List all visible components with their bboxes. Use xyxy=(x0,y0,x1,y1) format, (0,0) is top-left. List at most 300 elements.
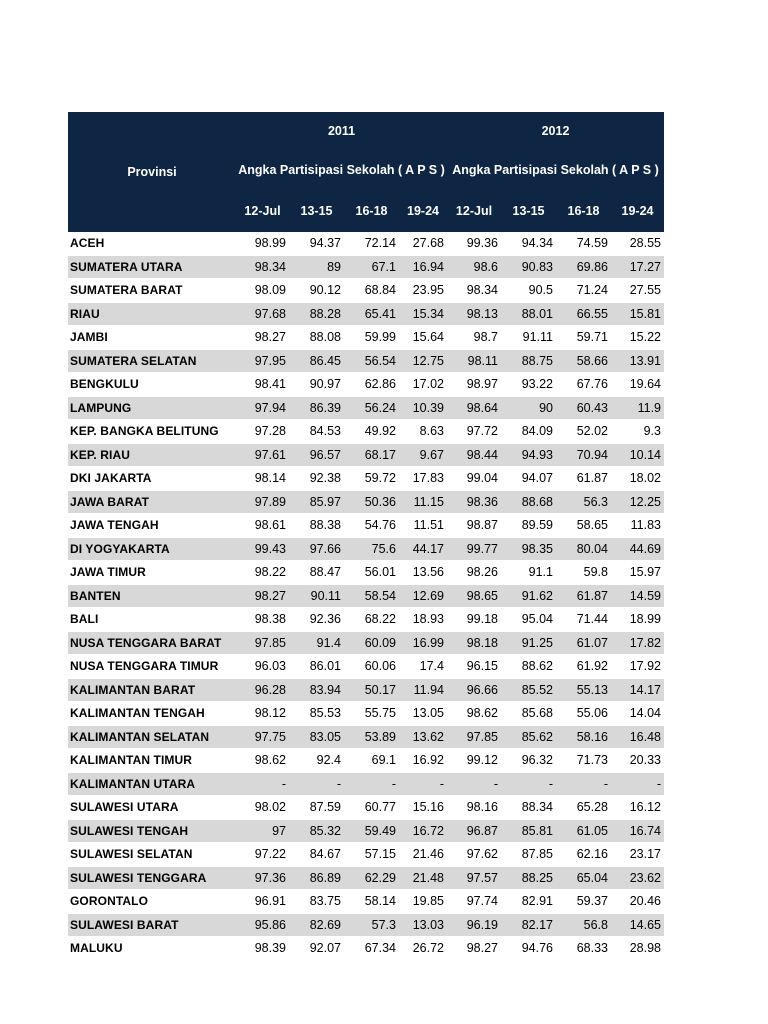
value-cell: 91.25 xyxy=(501,631,556,655)
value-cell: 98.12 xyxy=(236,702,289,726)
province-cell: MALUKU xyxy=(68,937,236,961)
value-cell: 97.75 xyxy=(236,725,289,749)
value-cell: 88.34 xyxy=(501,796,556,820)
value-cell: 82.91 xyxy=(501,890,556,914)
value-cell: 18.93 xyxy=(399,608,447,632)
table-row xyxy=(68,490,664,514)
value-cell: 15.34 xyxy=(399,302,447,326)
value-cell: 98.13 xyxy=(447,302,501,326)
value-cell: 58.14 xyxy=(344,890,399,914)
age-header: 19-24 xyxy=(611,190,664,232)
value-cell: 28.98 xyxy=(611,937,664,961)
table-header xyxy=(68,112,664,232)
value-cell: 98.61 xyxy=(236,514,289,538)
table-row xyxy=(68,655,664,679)
value-cell: 15.64 xyxy=(399,326,447,350)
value-cell: 90.97 xyxy=(289,373,344,397)
value-cell: 98.65 xyxy=(447,584,501,608)
table-row xyxy=(68,796,664,820)
value-cell: 59.72 xyxy=(344,467,399,491)
value-cell: 85.32 xyxy=(289,819,344,843)
value-cell: 58.16 xyxy=(556,725,611,749)
value-cell: 60.77 xyxy=(344,796,399,820)
value-cell: 16.12 xyxy=(611,796,664,820)
value-cell: 98.22 xyxy=(236,561,289,585)
value-cell: - xyxy=(236,772,289,796)
table-row xyxy=(68,584,664,608)
value-cell: 89.59 xyxy=(501,514,556,538)
table-row xyxy=(68,678,664,702)
age-header: 19-24 xyxy=(399,190,447,232)
provinsi-header: Provinsi xyxy=(68,112,236,232)
table-row xyxy=(68,467,664,491)
province-cell: SULAWESI BARAT xyxy=(68,913,236,937)
province-cell: LAMPUNG xyxy=(68,396,236,420)
value-cell: - xyxy=(289,772,344,796)
value-cell: 71.24 xyxy=(556,279,611,303)
value-cell: 59.99 xyxy=(344,326,399,350)
age-header: 16-18 xyxy=(556,190,611,232)
value-cell: 54.76 xyxy=(344,514,399,538)
value-cell: 62.86 xyxy=(344,373,399,397)
value-cell: 97.89 xyxy=(236,490,289,514)
value-cell: 69.86 xyxy=(556,255,611,279)
value-cell: 96.03 xyxy=(236,655,289,679)
value-cell: 92.07 xyxy=(289,937,344,961)
value-cell: 97.22 xyxy=(236,843,289,867)
province-cell: SULAWESI UTARA xyxy=(68,796,236,820)
value-cell: 72.14 xyxy=(344,232,399,255)
value-cell: 10.39 xyxy=(399,396,447,420)
province-cell: KEP. BANGKA BELITUNG xyxy=(68,420,236,444)
province-cell: SUMATERA SELATAN xyxy=(68,349,236,373)
value-cell: 98.99 xyxy=(236,232,289,255)
value-cell: 55.13 xyxy=(556,678,611,702)
value-cell: 96.15 xyxy=(447,655,501,679)
value-cell: 21.46 xyxy=(399,843,447,867)
value-cell: 88.47 xyxy=(289,561,344,585)
table-row xyxy=(68,913,664,937)
value-cell: 97.85 xyxy=(447,725,501,749)
value-cell: 88.75 xyxy=(501,349,556,373)
value-cell: 59.49 xyxy=(344,819,399,843)
value-cell: 16.74 xyxy=(611,819,664,843)
value-cell: 98.64 xyxy=(447,396,501,420)
value-cell: 85.68 xyxy=(501,702,556,726)
province-cell: JAWA BARAT xyxy=(68,490,236,514)
value-cell: 21.48 xyxy=(399,866,447,890)
value-cell: 12.69 xyxy=(399,584,447,608)
value-cell: 82.69 xyxy=(289,913,344,937)
value-cell: 85.53 xyxy=(289,702,344,726)
value-cell: 94.07 xyxy=(501,467,556,491)
value-cell: 20.46 xyxy=(611,890,664,914)
value-cell: 13.91 xyxy=(611,349,664,373)
province-cell: KALIMANTAN TIMUR xyxy=(68,749,236,773)
table-row xyxy=(68,326,664,350)
value-cell: 16.48 xyxy=(611,725,664,749)
province-cell: KALIMANTAN UTARA xyxy=(68,772,236,796)
value-cell: 88.38 xyxy=(289,514,344,538)
value-cell: 96.28 xyxy=(236,678,289,702)
value-cell: 50.36 xyxy=(344,490,399,514)
value-cell: 96.32 xyxy=(501,749,556,773)
value-cell: 11.15 xyxy=(399,490,447,514)
value-cell: 60.09 xyxy=(344,631,399,655)
table-row xyxy=(68,631,664,655)
value-cell: 90.12 xyxy=(289,279,344,303)
value-cell: 86.01 xyxy=(289,655,344,679)
value-cell: 17.83 xyxy=(399,467,447,491)
value-cell: 68.84 xyxy=(344,279,399,303)
value-cell: 18.99 xyxy=(611,608,664,632)
value-cell: 91.62 xyxy=(501,584,556,608)
value-cell: 61.05 xyxy=(556,819,611,843)
value-cell: 86.39 xyxy=(289,396,344,420)
value-cell: 91.1 xyxy=(501,561,556,585)
value-cell: 44.69 xyxy=(611,537,664,561)
table-row xyxy=(68,279,664,303)
province-cell: BANTEN xyxy=(68,584,236,608)
table-row xyxy=(68,443,664,467)
table-row xyxy=(68,772,664,796)
value-cell: 94.37 xyxy=(289,232,344,255)
province-cell: BALI xyxy=(68,608,236,632)
table-row xyxy=(68,866,664,890)
value-cell: 88.01 xyxy=(501,302,556,326)
province-cell: JAWA TIMUR xyxy=(68,561,236,585)
table-row xyxy=(68,232,664,255)
value-cell: 96.66 xyxy=(447,678,501,702)
value-cell: - xyxy=(399,772,447,796)
value-cell: 98.34 xyxy=(447,279,501,303)
value-cell: 88.62 xyxy=(501,655,556,679)
value-cell: 97.74 xyxy=(447,890,501,914)
value-cell: 44.17 xyxy=(399,537,447,561)
value-cell: 98.18 xyxy=(447,631,501,655)
value-cell: 57.15 xyxy=(344,843,399,867)
value-cell: 98.44 xyxy=(447,443,501,467)
value-cell: 98.6 xyxy=(447,255,501,279)
table-row xyxy=(68,396,664,420)
value-cell: 83.94 xyxy=(289,678,344,702)
age-header: 16-18 xyxy=(344,190,399,232)
table-row xyxy=(68,255,664,279)
value-cell: 75.6 xyxy=(344,537,399,561)
table-row xyxy=(68,937,664,961)
value-cell: 99.18 xyxy=(447,608,501,632)
province-cell: NUSA TENGGARA BARAT xyxy=(68,631,236,655)
value-cell: 62.16 xyxy=(556,843,611,867)
value-cell: 87.85 xyxy=(501,843,556,867)
province-cell: SUMATERA BARAT xyxy=(68,279,236,303)
value-cell: 15.97 xyxy=(611,561,664,585)
value-cell: - xyxy=(556,772,611,796)
value-cell: 83.75 xyxy=(289,890,344,914)
value-cell: 86.89 xyxy=(289,866,344,890)
value-cell: 90.11 xyxy=(289,584,344,608)
value-cell: 97.72 xyxy=(447,420,501,444)
value-cell: 56.01 xyxy=(344,561,399,585)
value-cell: 11.94 xyxy=(399,678,447,702)
value-cell: 83.05 xyxy=(289,725,344,749)
header-year-row xyxy=(68,112,664,150)
value-cell: 56.54 xyxy=(344,349,399,373)
value-cell: 98.09 xyxy=(236,279,289,303)
value-cell: 97.61 xyxy=(236,443,289,467)
value-cell: 74.59 xyxy=(556,232,611,255)
value-cell: 56.8 xyxy=(556,913,611,937)
value-cell: 23.62 xyxy=(611,866,664,890)
value-cell: 17.02 xyxy=(399,373,447,397)
value-cell: 16.72 xyxy=(399,819,447,843)
value-cell: 98.62 xyxy=(236,749,289,773)
value-cell: - xyxy=(344,772,399,796)
table-row xyxy=(68,302,664,326)
value-cell: 27.68 xyxy=(399,232,447,255)
value-cell: 65.04 xyxy=(556,866,611,890)
value-cell: 67.76 xyxy=(556,373,611,397)
value-cell: 85.52 xyxy=(501,678,556,702)
value-cell: 61.07 xyxy=(556,631,611,655)
value-cell: 95.04 xyxy=(501,608,556,632)
value-cell: 98.38 xyxy=(236,608,289,632)
value-cell: 98.87 xyxy=(447,514,501,538)
value-cell: 98.36 xyxy=(447,490,501,514)
province-cell: NUSA TENGGARA TIMUR xyxy=(68,655,236,679)
value-cell: 17.4 xyxy=(399,655,447,679)
value-cell: 88.28 xyxy=(289,302,344,326)
value-cell: 11.51 xyxy=(399,514,447,538)
value-cell: 98.02 xyxy=(236,796,289,820)
value-cell: 98.27 xyxy=(447,937,501,961)
value-cell: 16.92 xyxy=(399,749,447,773)
value-cell: 86.45 xyxy=(289,349,344,373)
value-cell: 94.93 xyxy=(501,443,556,467)
value-cell: 23.95 xyxy=(399,279,447,303)
value-cell: 84.53 xyxy=(289,420,344,444)
value-cell: 14.17 xyxy=(611,678,664,702)
value-cell: 58.54 xyxy=(344,584,399,608)
value-cell: 68.22 xyxy=(344,608,399,632)
value-cell: 52.02 xyxy=(556,420,611,444)
value-cell: 90 xyxy=(501,396,556,420)
value-cell: 59.8 xyxy=(556,561,611,585)
value-cell: 14.04 xyxy=(611,702,664,726)
value-cell: 8.63 xyxy=(399,420,447,444)
value-cell: 56.3 xyxy=(556,490,611,514)
value-cell: 17.82 xyxy=(611,631,664,655)
aps-label-2011: Angka Partisipasi Sekolah ( A P S ) xyxy=(236,150,447,190)
value-cell: 91.11 xyxy=(501,326,556,350)
value-cell: 97.94 xyxy=(236,396,289,420)
value-cell: 97.62 xyxy=(447,843,501,867)
value-cell: 88.68 xyxy=(501,490,556,514)
value-cell: 17.92 xyxy=(611,655,664,679)
age-header: 12-Jul xyxy=(236,190,289,232)
value-cell: - xyxy=(501,772,556,796)
value-cell: 19.85 xyxy=(399,890,447,914)
table-row xyxy=(68,608,664,632)
table-row xyxy=(68,420,664,444)
value-cell: 98.27 xyxy=(236,584,289,608)
value-cell: 96.57 xyxy=(289,443,344,467)
value-cell: 97.85 xyxy=(236,631,289,655)
value-cell: 68.33 xyxy=(556,937,611,961)
value-cell: 11.9 xyxy=(611,396,664,420)
value-cell: 16.99 xyxy=(399,631,447,655)
value-cell: 13.03 xyxy=(399,913,447,937)
value-cell: 67.1 xyxy=(344,255,399,279)
value-cell: 98.26 xyxy=(447,561,501,585)
age-header: 12-Jul xyxy=(447,190,501,232)
table-body xyxy=(68,232,664,960)
value-cell: 10.14 xyxy=(611,443,664,467)
value-cell: 95.86 xyxy=(236,913,289,937)
province-cell: RIAU xyxy=(68,302,236,326)
value-cell: 17.27 xyxy=(611,255,664,279)
value-cell: 88.08 xyxy=(289,326,344,350)
table-row xyxy=(68,514,664,538)
province-cell: SULAWESI TENGAH xyxy=(68,819,236,843)
value-cell: 90.5 xyxy=(501,279,556,303)
value-cell: 58.65 xyxy=(556,514,611,538)
value-cell: 97.28 xyxy=(236,420,289,444)
value-cell: 57.3 xyxy=(344,913,399,937)
value-cell: 93.22 xyxy=(501,373,556,397)
aps-table xyxy=(68,112,664,961)
value-cell: 56.24 xyxy=(344,396,399,420)
value-cell: 80.04 xyxy=(556,537,611,561)
province-cell: JAWA TENGAH xyxy=(68,514,236,538)
value-cell: 11.83 xyxy=(611,514,664,538)
value-cell: 88.25 xyxy=(501,866,556,890)
value-cell: 14.59 xyxy=(611,584,664,608)
value-cell: 85.97 xyxy=(289,490,344,514)
value-cell: 61.87 xyxy=(556,584,611,608)
value-cell: 92.36 xyxy=(289,608,344,632)
table-row xyxy=(68,819,664,843)
value-cell: 98.16 xyxy=(447,796,501,820)
value-cell: 70.94 xyxy=(556,443,611,467)
value-cell: 97.68 xyxy=(236,302,289,326)
value-cell: 12.25 xyxy=(611,490,664,514)
value-cell: 99.43 xyxy=(236,537,289,561)
value-cell: 99.12 xyxy=(447,749,501,773)
province-cell: SULAWESI SELATAN xyxy=(68,843,236,867)
value-cell: 97.36 xyxy=(236,866,289,890)
value-cell: 91.4 xyxy=(289,631,344,655)
value-cell: 66.55 xyxy=(556,302,611,326)
province-cell: KALIMANTAN BARAT xyxy=(68,678,236,702)
province-cell: SUMATERA UTARA xyxy=(68,255,236,279)
province-cell: GORONTALO xyxy=(68,890,236,914)
age-header: 13-15 xyxy=(501,190,556,232)
value-cell: 98.41 xyxy=(236,373,289,397)
value-cell: 58.66 xyxy=(556,349,611,373)
value-cell: 97.66 xyxy=(289,537,344,561)
value-cell: 15.81 xyxy=(611,302,664,326)
table-row xyxy=(68,843,664,867)
value-cell: 23.17 xyxy=(611,843,664,867)
year-header-2011: 2011 xyxy=(236,112,447,150)
value-cell: 13.56 xyxy=(399,561,447,585)
value-cell: 96.91 xyxy=(236,890,289,914)
value-cell: 55.06 xyxy=(556,702,611,726)
value-cell: - xyxy=(447,772,501,796)
value-cell: 15.16 xyxy=(399,796,447,820)
value-cell: 67.34 xyxy=(344,937,399,961)
value-cell: 96.87 xyxy=(447,819,501,843)
province-cell: ACEH xyxy=(68,232,236,255)
value-cell: 71.44 xyxy=(556,608,611,632)
value-cell: 28.55 xyxy=(611,232,664,255)
province-cell: JAMBI xyxy=(68,326,236,350)
value-cell: 84.67 xyxy=(289,843,344,867)
value-cell: 68.17 xyxy=(344,443,399,467)
value-cell: 18.02 xyxy=(611,467,664,491)
table-row xyxy=(68,373,664,397)
value-cell: 98.7 xyxy=(447,326,501,350)
value-cell: 98.39 xyxy=(236,937,289,961)
table-row xyxy=(68,890,664,914)
value-cell: 89 xyxy=(289,255,344,279)
value-cell: 9.67 xyxy=(399,443,447,467)
age-header: 13-15 xyxy=(289,190,344,232)
province-cell: KEP. RIAU xyxy=(68,443,236,467)
value-cell: 94.34 xyxy=(501,232,556,255)
value-cell: 87.59 xyxy=(289,796,344,820)
province-cell: DKI JAKARTA xyxy=(68,467,236,491)
value-cell: 59.37 xyxy=(556,890,611,914)
value-cell: 90.83 xyxy=(501,255,556,279)
value-cell: 55.75 xyxy=(344,702,399,726)
value-cell: 99.77 xyxy=(447,537,501,561)
value-cell: 27.55 xyxy=(611,279,664,303)
province-cell: BENGKULU xyxy=(68,373,236,397)
aps-label-2012: Angka Partisipasi Sekolah ( A P S ) xyxy=(447,150,664,190)
value-cell: 92.38 xyxy=(289,467,344,491)
value-cell: 13.62 xyxy=(399,725,447,749)
value-cell: 14.65 xyxy=(611,913,664,937)
table-row xyxy=(68,702,664,726)
value-cell: 59.71 xyxy=(556,326,611,350)
value-cell: 26.72 xyxy=(399,937,447,961)
value-cell: 9.3 xyxy=(611,420,664,444)
value-cell: 71.73 xyxy=(556,749,611,773)
value-cell: 85.81 xyxy=(501,819,556,843)
province-cell: SULAWESI TENGGARA xyxy=(68,866,236,890)
table-row xyxy=(68,349,664,373)
value-cell: 49.92 xyxy=(344,420,399,444)
value-cell: 98.34 xyxy=(236,255,289,279)
table-row xyxy=(68,537,664,561)
value-cell: 65.28 xyxy=(556,796,611,820)
value-cell: 15.22 xyxy=(611,326,664,350)
value-cell: - xyxy=(611,772,664,796)
value-cell: 98.35 xyxy=(501,537,556,561)
value-cell: 82.17 xyxy=(501,913,556,937)
year-header-2012: 2012 xyxy=(447,112,664,150)
value-cell: 60.06 xyxy=(344,655,399,679)
value-cell: 85.62 xyxy=(501,725,556,749)
value-cell: 97.95 xyxy=(236,349,289,373)
value-cell: 19.64 xyxy=(611,373,664,397)
value-cell: 94.76 xyxy=(501,937,556,961)
value-cell: 61.92 xyxy=(556,655,611,679)
value-cell: 97.57 xyxy=(447,866,501,890)
value-cell: 98.62 xyxy=(447,702,501,726)
